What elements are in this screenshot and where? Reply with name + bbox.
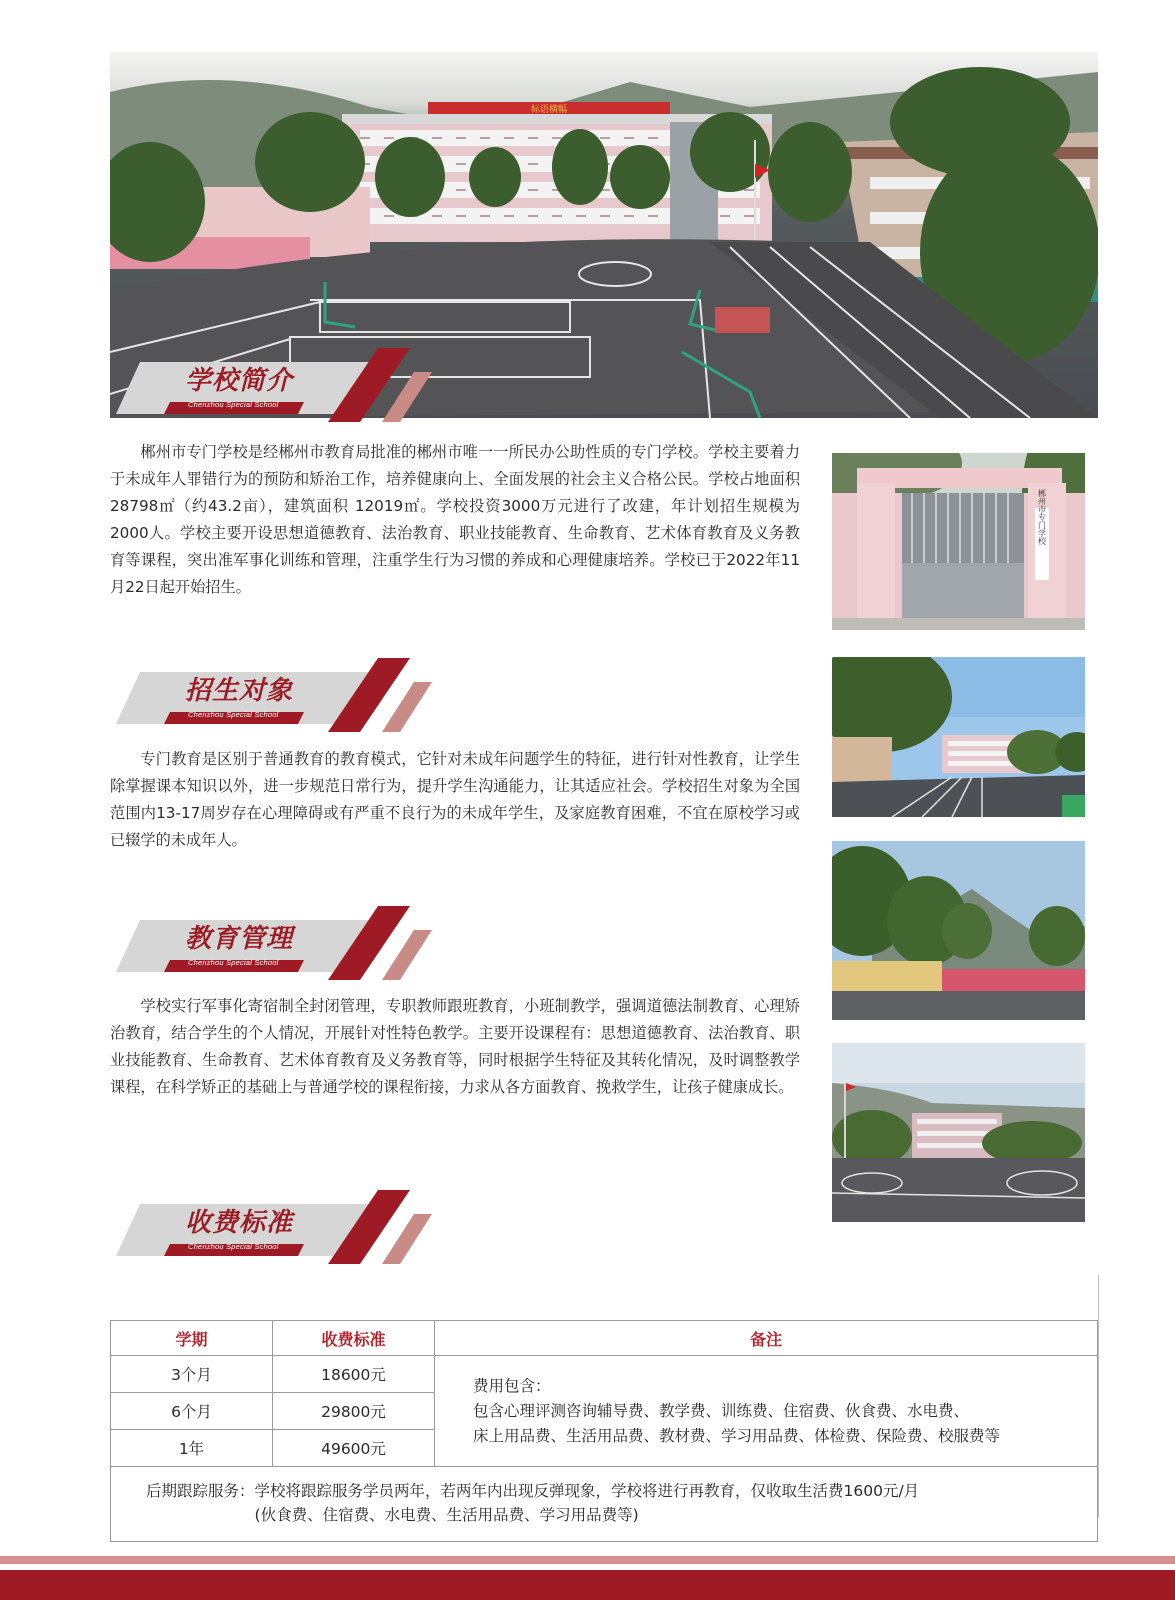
- table-row: [111, 1356, 1098, 1393]
- fee-cell: 49600元: [273, 1430, 435, 1467]
- footer-stripe-thin: [0, 1556, 1175, 1564]
- note-line: 床上用品费、生活用品费、教材费、学习用品费、体检费、保险费、校服费等: [473, 1426, 1001, 1445]
- table-header-row: [111, 1321, 1098, 1356]
- section-subtitle: Chenzhou Special School: [188, 710, 279, 719]
- section-header-intro: [110, 346, 440, 426]
- after-service-cell: [111, 1467, 1098, 1542]
- section-title: 收费标准: [185, 1208, 294, 1238]
- section-title: 招生对象: [185, 676, 294, 706]
- section-subtitle: Chenzhou Special School: [188, 400, 279, 409]
- fee-cell: 18600元: [273, 1356, 435, 1393]
- term-cell: 1年: [111, 1430, 273, 1467]
- section-title: 教育管理: [185, 924, 294, 954]
- photo-basketball-court: [832, 1043, 1085, 1222]
- term-cell: 6个月: [111, 1393, 273, 1430]
- after-service-line: 学校将跟踪服务学员两年，若两年内出现反弹现象，学校将进行再教育，仅收取生活费1600元/月: [254, 1482, 920, 1500]
- section-header-management: [110, 904, 440, 984]
- after-service-line: (伙食费、住宿费、水电费、生活用品费、学习用品费等): [254, 1506, 639, 1524]
- after-service-text: [255, 1479, 1015, 1527]
- photo-school-gate: [832, 453, 1085, 630]
- after-service-label: 后期跟踪服务：: [146, 1482, 255, 1500]
- section-subtitle: Chenzhou Special School: [188, 958, 279, 967]
- enrollment-paragraph: 专门教育是区别于普通教育的教育模式，它针对未成年问题学生的特征，进行针对性教育，让学生除掌握课本知识以外，进一步规范日常行为，提升学生沟通能力，让其适应社会。学校招生对象为全国范围内13-17周岁存在心理障碍或有严重不良行为的未成年学生，及家庭教育困难，不宜在原校学习或已辍学的未成年人。: [110, 750, 800, 849]
- section-header-enrollment: [110, 656, 440, 736]
- note-title: 费用包含：: [473, 1376, 551, 1395]
- header-fee: 收费标准: [273, 1321, 435, 1356]
- section-header-fees: [110, 1188, 440, 1268]
- after-service-row: [111, 1467, 1098, 1542]
- photo-mountain-view: [832, 841, 1085, 1020]
- section-subtitle: Chenzhou Special School: [188, 1242, 279, 1251]
- footer-stripe-thick: [0, 1570, 1175, 1600]
- gate-sign-text: 郴州市专门学校: [1037, 489, 1047, 545]
- management-paragraph: 学校实行军事化寄宿制全封闭管理，专职教师跟班教育，小班制教学，强调道德法制教育、心理矫治教育，结合学生的个人情况，开展针对性特色教学。主要开设课程有：思想道德教育、法治教育、职业技能教育、生命教育、艺术体育教育及义务教育等，同时根据学生特征及其转化情况，及时调整教学课程，在科学矫正的基础上与普通学校的课程衔接，力求从各方面教育、挽救学生，让孩子健康成长。: [110, 997, 800, 1096]
- header-note: 备注: [435, 1321, 1098, 1356]
- hero-banner-text: 标语横幅: [530, 105, 568, 115]
- header-term: 学期: [111, 1321, 273, 1356]
- term-cell: 3个月: [111, 1356, 273, 1393]
- fee-cell: 29800元: [273, 1393, 435, 1430]
- photo-campus-track: [832, 657, 1085, 817]
- note-cell: [435, 1356, 1098, 1467]
- section-title: 学校简介: [185, 366, 294, 396]
- intro-paragraph: 郴州市专门学校是经郴州市教育局批准的郴州市唯一一所民办公助性质的专门学校。学校主要着力于未成年人罪错行为的预防和矫治工作，培养健康向上、全面发展的社会主义合格公民。学校占地面积28798㎡（约43.2亩），建筑面积 12019㎡。学校投资3000万元进行了改建，年计划招生规模为2000人。学校主要开设思想道德教育、法治教育、职业技能教育、生命教育、艺术体育教育及义务教育等课程，突出准军事化训练和管理，注重学生行为习惯的养成和心理健康培养。学校已于2022年11月22日起开始招生。: [110, 443, 800, 596]
- note-line: 包含心理评测咨询辅导费、教学费、训练费、住宿费、伙食费、水电费、: [473, 1401, 970, 1420]
- fee-table: [110, 1320, 1098, 1542]
